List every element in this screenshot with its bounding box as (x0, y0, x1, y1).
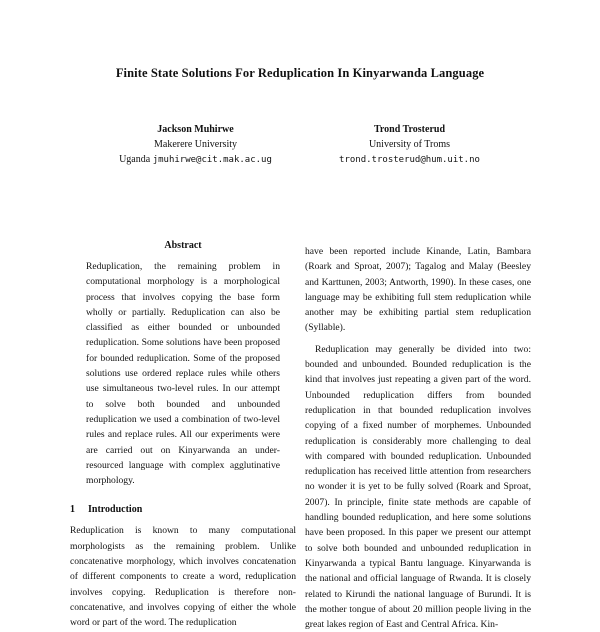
abstract-heading: Abstract (164, 240, 202, 251)
author-block-1 (108, 122, 283, 168)
author-email-1: jmuhirwe@cit.mak.ac.ug (152, 155, 272, 165)
author-block-2 (322, 122, 497, 168)
section-heading-introduction (70, 502, 296, 517)
paper-title: Finite State Solutions For Reduplication In Kinyarwanda Language (115, 66, 485, 80)
left-column (70, 238, 296, 631)
section-title: Introduction (88, 504, 143, 516)
right-paragraph-1: have been reported include Kinande, Latin, Bambara (Roark and Sproat, 2007); Tagalog and Malay (Beesley and Karttunen, 2003; Antworth, 1990). In these cases, one language may be exhibiting full stem reduplication while another may be exhibiting partial stem reduplication (Syllable). (305, 246, 531, 334)
author-contact-2 (322, 152, 497, 168)
right-paragraph-2: Reduplication may generally be divided into two: bounded and unbounded. Bounded reduplication is the kind that involves just repeating a given part of the word. Unbounded reduplication differs from bounded reduplication in that bounded reduplication involves copying of a fixed number of morphemes. Unbounded reduplication is considerably more challenging to deal with compared with bounded reduplication. Unbounded reduplication has received little attention from researchers no wonder it is yet to be fully solved (Roark and Sproat, 2007). In principle, finite state methods are capable of handling bounded reduplication, and here some solutions have been proposed. In this paper we present our attempt to solve both bounded and unbounded reduplication in Kinyarwanda a typical Bantu language. Kinyarwanda is the national and official language of Rwanda. It is closely related to Kirundi the national language of Burundi. It is the mother tongue of about 20 million people living in the great lakes region of East and Central Africa. Kin- (305, 343, 531, 631)
abstract-text: Reduplication, the remaining problem in computational morphology is a morphological process that involves copying the base form wholly or partially. Reduplication can also be classified as either bounded or unbounded reduplication. Some solutions have been proposed for bounded reduplication. Some of the proposed solutions use ordered replace rules while others use simultaneous two-level rules. In our attempt to solve both bounded and unbounded reduplication we used a combination of two-level rules and replace rules. All our experiments were are carried out on Kinyarwanda an under-resourced language with complex agglutinative morphology. (86, 261, 280, 487)
author-email-2: trond.trosterud@hum.uit.no (339, 155, 480, 165)
author-affiliation-2: University of Troms (368, 139, 451, 150)
author-contact-1 (108, 152, 283, 168)
author-name-1: Jackson Muhirwe (157, 124, 234, 135)
author-name-2: Trond Trosterud (373, 124, 446, 135)
section-number: 1 (70, 504, 75, 516)
author-affiliation-1: Makerere University (153, 139, 238, 150)
author-location-1: Uganda (119, 154, 153, 165)
introduction-paragraph: Reduplication is known to many computational morphologists as the remaining problem. Unlike concatenative morphology, which involves concatenation of different components to create a word, reduplication involves copying. Reduplication is therefore non-concatenative, and involves copying of either the whole word or part of the word. The reduplication (70, 525, 296, 629)
right-column (305, 244, 531, 632)
